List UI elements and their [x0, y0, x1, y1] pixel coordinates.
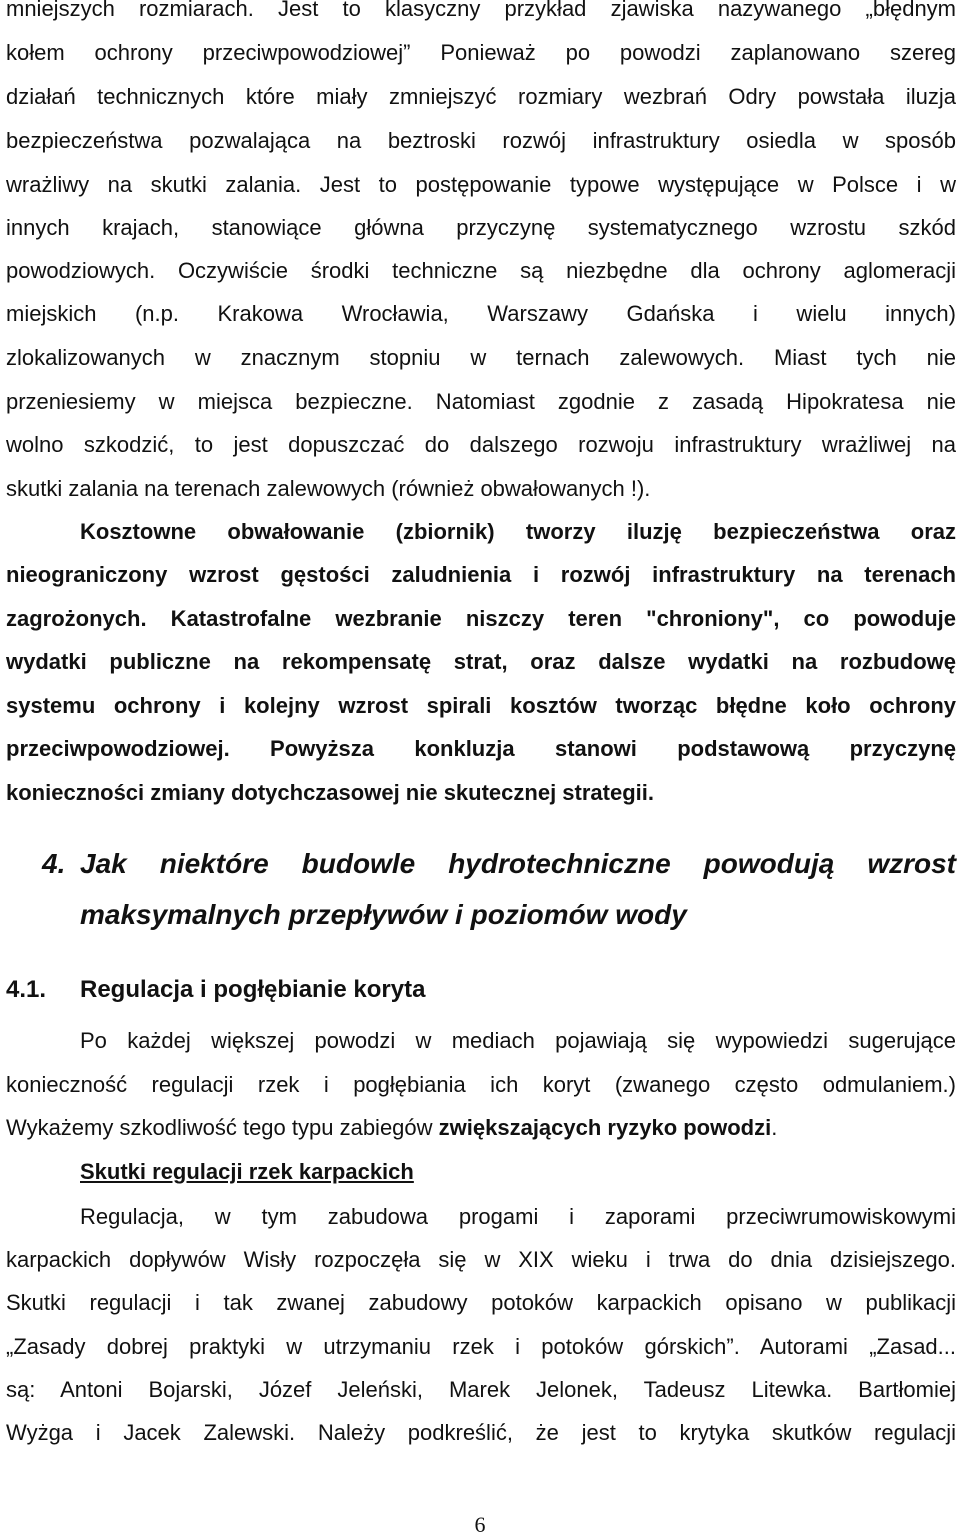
text-line: Regulacja, w tym zabudowa progami i zaporami przeciwrumowiskowymi [80, 1204, 956, 1229]
bold-line: zagrożonych. Katastrofalne wezbranie niszczy teren "chroniony", co powoduje [6, 606, 956, 631]
text-line: skutki zalania na terenach zalewowych (również obwałowanych !). [6, 476, 651, 501]
bold-line: Kosztowne obwałowanie (zbiornik) tworzy iluzję bezpieczeństwa oraz [80, 519, 956, 544]
text-line: „Zasady dobrej praktyki w utrzymaniu rzek i potoków górskich”. Autorami „Zasad... [6, 1334, 956, 1359]
text-line: zlokalizowanych w znacznym stopniu w ternach zalewowych. Miast tych nie [6, 345, 956, 370]
text-line: Po każdej większej powodzi w mediach pojawiają się wypowiedzi sugerujące [80, 1028, 956, 1053]
emphasis-text: zwiększających ryzyko powodzi [438, 1115, 772, 1140]
text-line: Skutki regulacji i tak zwanej zabudowy potoków karpackich opisano w publikacji [6, 1290, 956, 1315]
text-line: konieczność regulacji rzek i pogłębiania ich koryt (zwanego często odmulaniem.) [6, 1072, 956, 1097]
text-line [6, 1113, 956, 1143]
section-number: 4. [42, 848, 66, 879]
text-line: karpackich dopływów Wisły rozpoczęła się w XIX wieku i trwa do dnia dzisiejszego. [6, 1247, 956, 1272]
text-line: miejskich (n.p. Krakowa Wrocławia, Warszawy Gdańska i wielu innych) [6, 301, 956, 326]
text-span: . [771, 1115, 778, 1140]
subsection-number: 4.1. [6, 976, 47, 1003]
section-heading-line2: maksymalnych przepływów i poziomów wody [80, 899, 687, 930]
text-line: przeniesiemy w miejsca bezpieczne. Natomiast zgodnie z zasadą Hipokratesa nie [6, 389, 956, 414]
bold-line: wydatki publiczne na rekompensatę strat, oraz dalsze wydatki na rozbudowę [6, 649, 956, 674]
text-line: są: Antoni Bojarski, Józef Jeleński, Marek Jelonek, Tadeusz Litewka. Bartłomiej [6, 1377, 956, 1402]
section-heading-line1: Jak niektóre budowle hydrotechniczne powodują wzrost [80, 848, 956, 879]
text-span: Wykażemy szkodliwość tego typu zabiegów [6, 1115, 439, 1140]
text-line: Wyżga i Jacek Zalewski. Należy podkreślić, że jest to krytyka skutków regulacji [6, 1420, 956, 1445]
text-line: wolno szkodzić, to jest dopuszczać do dalszego rozwoju infrastruktury wrażliwej na [6, 432, 956, 457]
text-line: innych krajach, stanowiące główna przyczynę systematycznego wzrostu szkód [6, 215, 956, 240]
text-line: powodziowych. Oczywiście środki techniczne są niezbędne dla ochrony aglomeracji [6, 258, 956, 283]
bold-line: przeciwpowodziowej. Powyższa konkluzja stanowi podstawową przyczynę [6, 736, 956, 761]
bold-line: systemu ochrony i kolejny wzrost spirali kosztów tworząc błędne koło ochrony [6, 693, 956, 718]
text-line: wrażliwy na skutki zalania. Jest to postępowanie typowe występujące w Polsce i w [6, 172, 956, 197]
text-line: kołem ochrony przeciwpowodziowej” Ponieważ po powodzi zaplanowano szereg [6, 40, 956, 65]
text-line: mniejszych rozmiarach. Jest to klasyczny przykład zjawiska nazywanego „błędnym [6, 0, 956, 21]
subsection-title: Regulacja i pogłębianie koryta [80, 976, 426, 1003]
text-line: działań technicznych które miały zmniejszyć rozmiary wezbrań Odry powstała iluzja [6, 84, 956, 109]
subheading: Skutki regulacji rzek karpackich [80, 1159, 414, 1184]
bold-line: konieczności zmiany dotychczasowej nie skutecznej strategii. [6, 780, 654, 805]
bold-line: nieograniczony wzrost gęstości zaludnienia i rozwój infrastruktury na terenach [6, 562, 956, 587]
text-line: bezpieczeństwa pozwalająca na beztroski rozwój infrastruktury osiedla w sposób [6, 128, 956, 153]
page-number: 6 [474, 1512, 486, 1537]
